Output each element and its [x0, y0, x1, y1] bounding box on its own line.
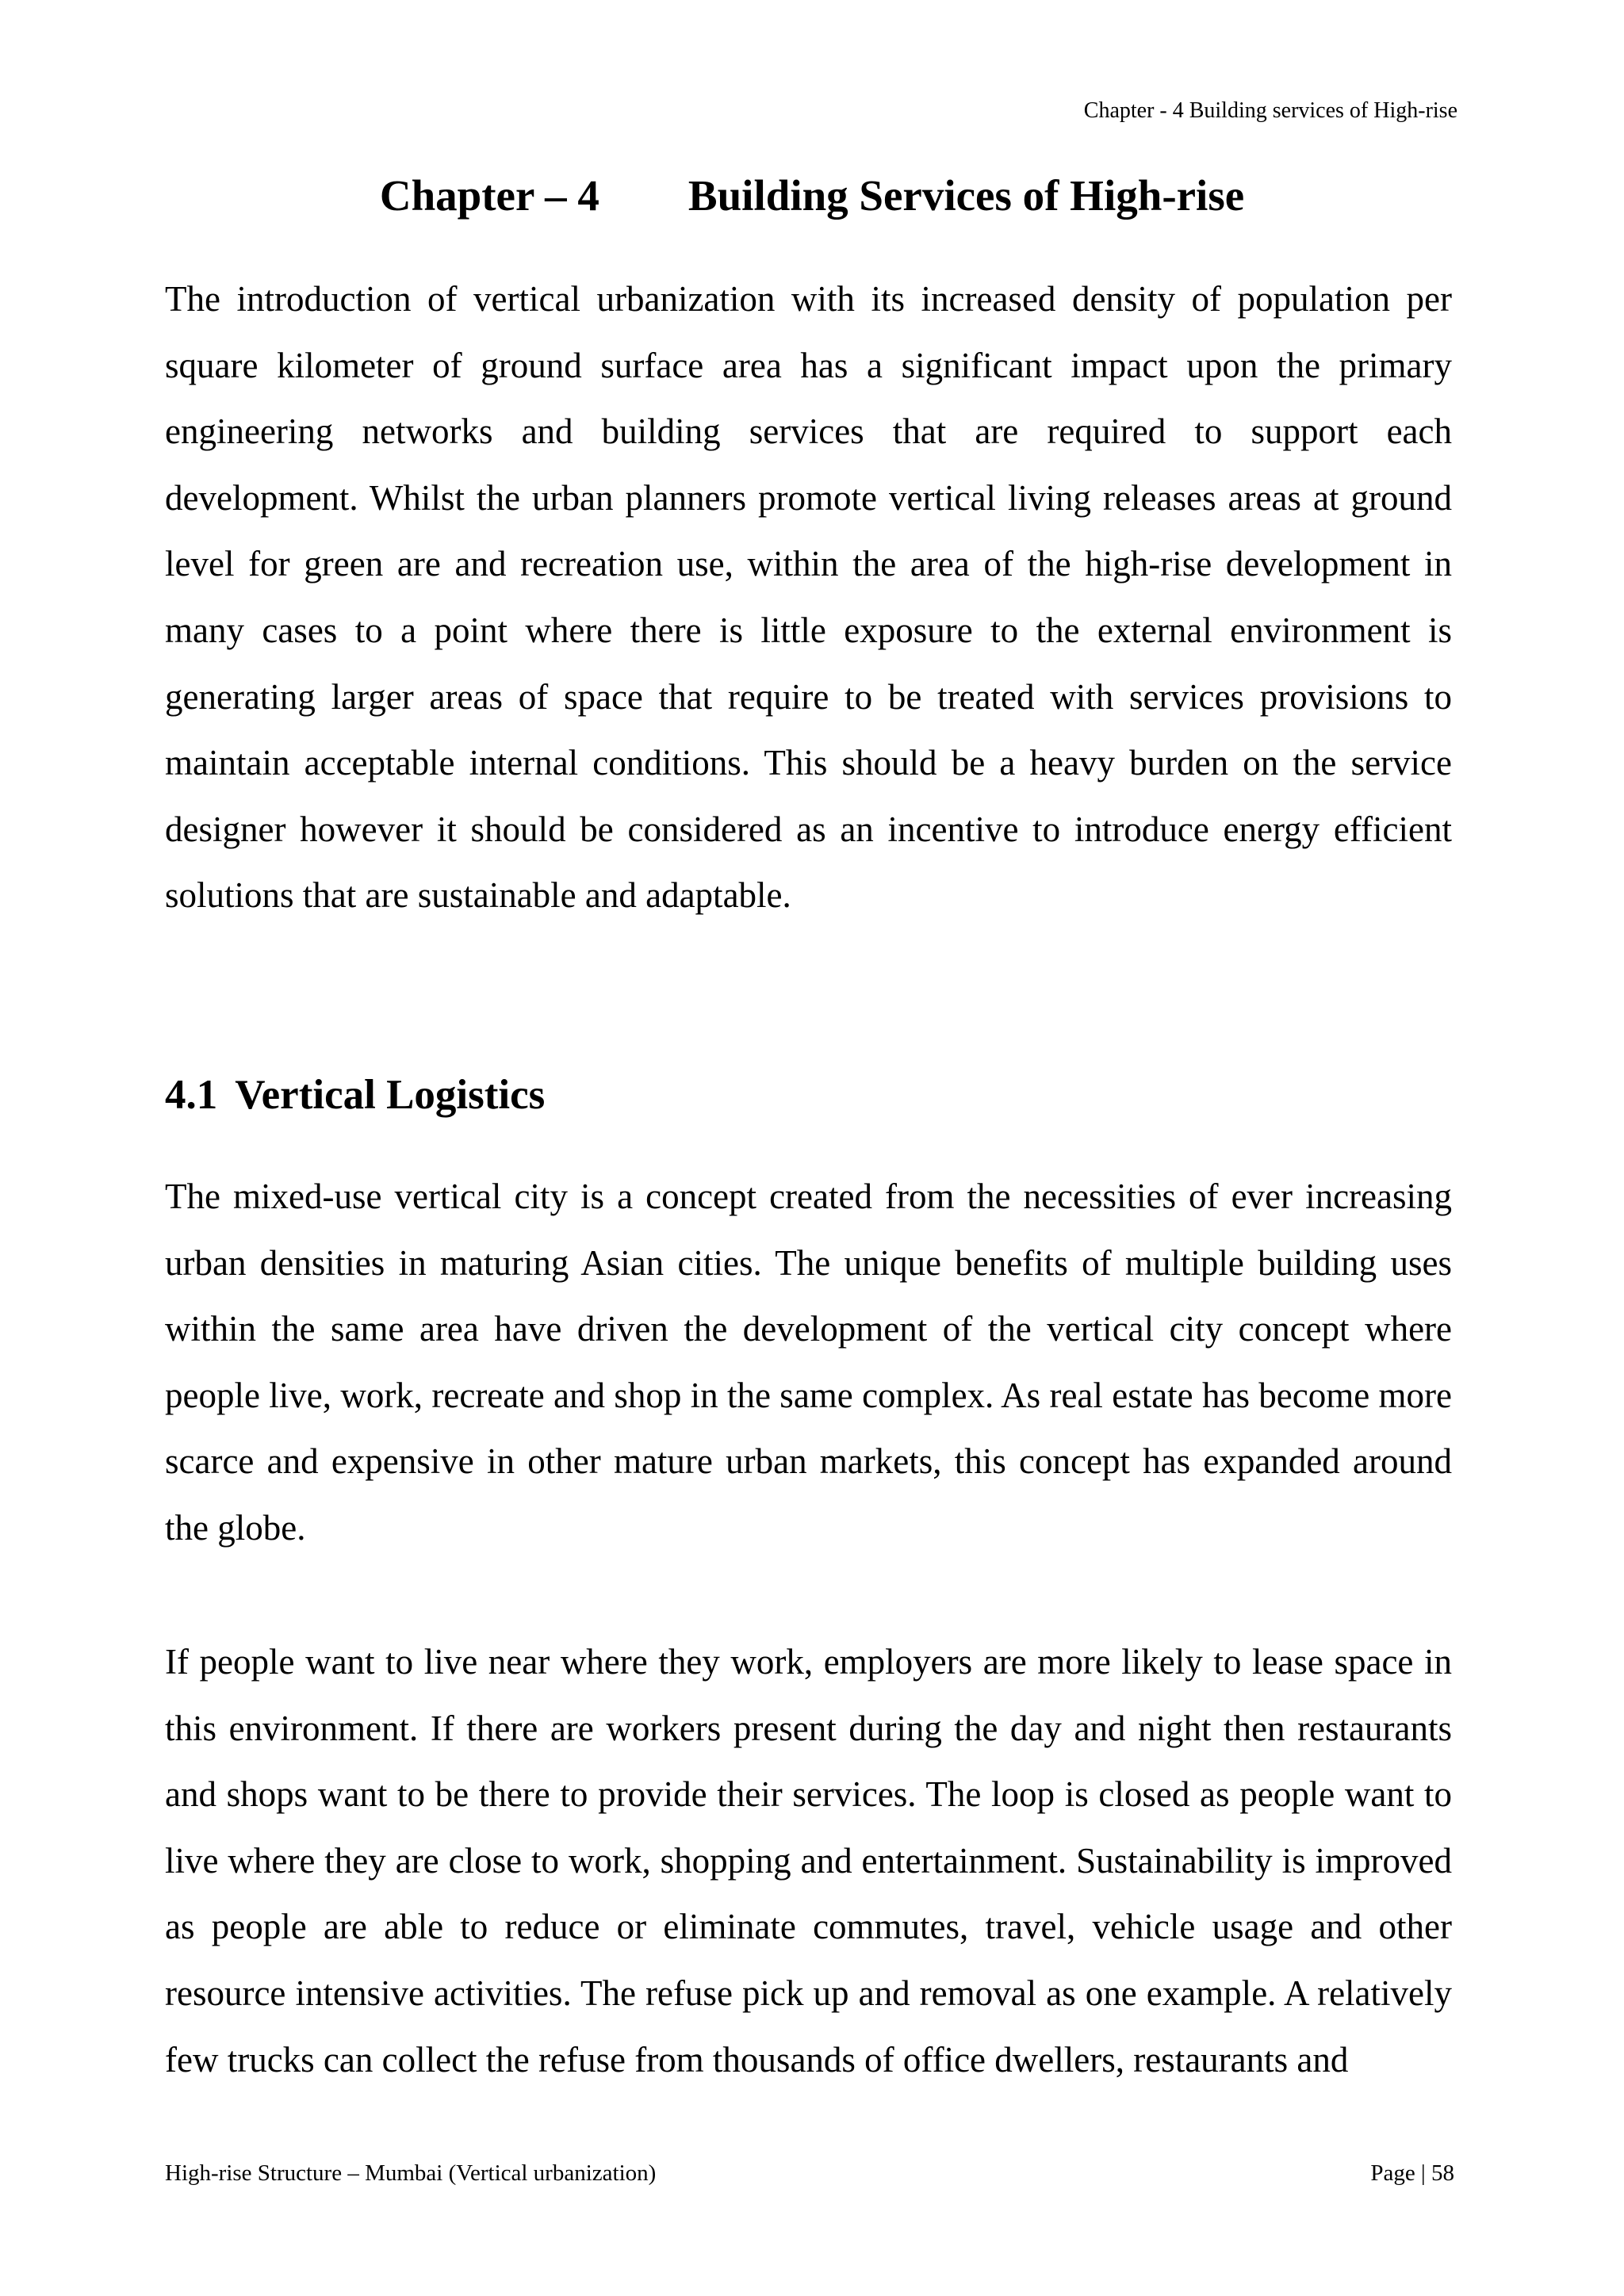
section-paragraph-2: If people want to live near where they work, employers are more likely to lease space in this environment. If there are workers present during the day and night then restaurants and shops want to be there to provide their services. The loop is closed as people want to live where they are close to work, shopping and entertainment. Sustainability is improved as people are able to reduce or eliminate commutes, travel, vehicle usage and other resource intensive activities. The refuse pick up and removal as one example. A relatively few trucks can collect the refuse from thousands of office dwellers, restaurants and [165, 1642, 1452, 2080]
section-number: 4.1 [165, 1072, 218, 1118]
running-header: Chapter - 4 Building services of High-rise [1083, 98, 1457, 123]
intro-paragraph: The introduction of vertical urbanization with its increased density of population per square kilometer of ground surface area has a significant impact upon the primary engineering networks and building services that are required to support each development. Whilst the urban planners promote vertical living releases areas at ground level for green are and recreation use, within the area of the high-rise development in many cases to a point where there is little exposure to the external environment is generating larger areas of space that require to be treated with services provisions to maintain acceptable internal conditions. This should be a heavy burden on the service designer however it should be considered as an incentive to introduce energy efficient solutions that are sustainable and adaptable. [165, 279, 1452, 916]
section-title: Vertical Logistics [235, 1072, 546, 1118]
footer-document-title: High-rise Structure – Mumbai (Vertical urbanization) [165, 2160, 657, 2186]
chapter-title-text: Building Services of High-rise [688, 171, 1245, 220]
footer-page-number: Page | 58 [1370, 2160, 1454, 2186]
chapter-number: Chapter – 4 [379, 171, 599, 220]
section-paragraph-1: The mixed-use vertical city is a concept created from the necessities of ever increasing urban densities in maturing Asian cities. The unique benefits of multiple building uses within the same area have driven the development of the vertical city concept where people live, work, recreate and shop in the same complex. As real estate has become more scarce and expensive in other mature urban markets, this concept has expanded around the globe. [165, 1177, 1452, 1548]
chapter-title [0, 168, 1624, 224]
section-heading [165, 1069, 545, 1121]
